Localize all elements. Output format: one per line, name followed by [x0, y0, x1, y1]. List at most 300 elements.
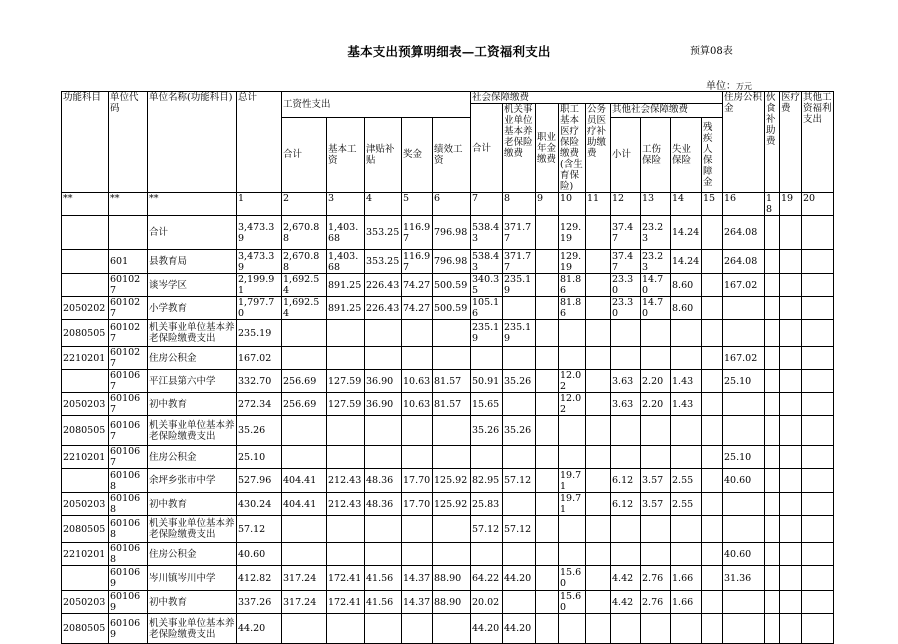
- table-cell: [723, 393, 765, 416]
- table-cell: **: [109, 193, 148, 216]
- table-cell: 14.70: [641, 274, 671, 297]
- table-cell: [586, 297, 611, 320]
- table-cell: 6.12: [611, 469, 641, 493]
- table-cell: [802, 516, 834, 543]
- table-cell: [402, 416, 433, 446]
- table-cell: [433, 516, 471, 543]
- table-cell: 796.98: [433, 216, 471, 250]
- table-cell: [503, 297, 536, 320]
- table-cell: [641, 347, 671, 370]
- table-cell: 2050202: [62, 297, 109, 320]
- table-cell: 1,403.68: [327, 250, 365, 274]
- table-cell: 23.23: [641, 216, 671, 250]
- table-cell: [702, 614, 723, 644]
- table-cell: [586, 591, 611, 614]
- table-cell: [780, 274, 802, 297]
- table-cell: [327, 416, 365, 446]
- table-cell: [586, 543, 611, 566]
- table-cell: 601027: [109, 320, 148, 347]
- table-cell: 谈岑学区: [148, 274, 237, 297]
- header-pension: 机关事业单位基本养老保险缴费: [503, 104, 536, 193]
- table-cell: 35.26: [471, 416, 503, 446]
- table-cell: [765, 216, 780, 250]
- table-cell: [641, 446, 671, 469]
- table-cell: [641, 516, 671, 543]
- table-cell: 601067: [109, 416, 148, 446]
- header-func-code: 功能科目: [62, 92, 109, 193]
- table-cell: 16: [723, 193, 765, 216]
- table-row: [62, 274, 834, 297]
- table-cell: 2210201: [62, 446, 109, 469]
- table-cell: [765, 543, 780, 566]
- table-cell: [611, 347, 641, 370]
- table-row: [62, 370, 834, 393]
- table-cell: 15.65: [471, 393, 503, 416]
- table-cell: 12: [611, 193, 641, 216]
- table-cell: 371.77: [503, 216, 536, 250]
- table-cell: 10.63: [402, 393, 433, 416]
- table-cell: 57.12: [503, 469, 536, 493]
- table-cell: [611, 446, 641, 469]
- table-cell: 1.66: [671, 591, 702, 614]
- header-meal: 伙食补助费: [765, 92, 780, 193]
- table-cell: [586, 614, 611, 644]
- table-cell: [765, 320, 780, 347]
- table-cell: [780, 370, 802, 393]
- table-cell: 256.69: [282, 393, 327, 416]
- table-cell: 601027: [109, 347, 148, 370]
- table-cell: [802, 566, 834, 591]
- table-cell: 小学教育: [148, 297, 237, 320]
- table-cell: [780, 393, 802, 416]
- table-cell: 25.10: [237, 446, 282, 469]
- table-cell: 2,199.91: [237, 274, 282, 297]
- table-cell: [559, 347, 586, 370]
- table-cell: [536, 320, 559, 347]
- table-cell: 19: [780, 193, 802, 216]
- table-cell: 235.19: [471, 320, 503, 347]
- table-cell: [365, 614, 402, 644]
- form-number: 预算08表: [690, 46, 733, 57]
- table-cell: 57.12: [237, 516, 282, 543]
- table-cell: 430.24: [237, 493, 282, 516]
- table-cell: [702, 566, 723, 591]
- table-cell: [611, 516, 641, 543]
- table-cell: [780, 446, 802, 469]
- table-cell: [433, 416, 471, 446]
- table-cell: [536, 274, 559, 297]
- table-cell: 272.34: [237, 393, 282, 416]
- header-other-group: 其他社会保障缴费: [611, 104, 723, 118]
- table-cell: 8.60: [671, 297, 702, 320]
- table-cell: [536, 566, 559, 591]
- table-row: [62, 469, 834, 493]
- table-cell: 2,670.88: [282, 216, 327, 250]
- table-cell: 15.60: [559, 566, 586, 591]
- header-salary-sub: 合计: [282, 117, 327, 192]
- table-cell: 601069: [109, 591, 148, 614]
- table-cell: 4: [365, 193, 402, 216]
- table-cell: 40.60: [723, 543, 765, 566]
- table-cell: 64.22: [471, 566, 503, 591]
- table-cell: 167.02: [723, 274, 765, 297]
- table-cell: 82.95: [471, 469, 503, 493]
- table-cell: 601027: [109, 274, 148, 297]
- table-cell: [402, 516, 433, 543]
- table-cell: [780, 493, 802, 516]
- table-cell: [671, 347, 702, 370]
- table-cell: 13: [641, 193, 671, 216]
- table-cell: [282, 543, 327, 566]
- table-cell: 机关事业单位基本养老保险缴费支出: [148, 416, 237, 446]
- table-cell: 172.41: [327, 566, 365, 591]
- table-cell: 40.60: [723, 469, 765, 493]
- table-cell: [327, 516, 365, 543]
- table-cell: 235.19: [237, 320, 282, 347]
- table-cell: [402, 543, 433, 566]
- table-cell: 235.19: [503, 274, 536, 297]
- table-row: [62, 347, 834, 370]
- table-cell: [641, 614, 671, 644]
- page-title: 基本支出预算明细表—工资福利支出: [347, 44, 551, 59]
- header-social-sub: 合计: [471, 104, 503, 193]
- table-cell: [536, 297, 559, 320]
- table-cell: [559, 543, 586, 566]
- table-row: [62, 216, 834, 250]
- table-cell: 1.66: [671, 566, 702, 591]
- table-cell: [765, 347, 780, 370]
- table-cell: [586, 393, 611, 416]
- table-cell: [62, 274, 109, 297]
- table-cell: 57.12: [503, 516, 536, 543]
- table-cell: [471, 543, 503, 566]
- table-cell: 23.30: [611, 297, 641, 320]
- header-salary-group: 工资性支出: [282, 92, 471, 118]
- table-cell: [671, 446, 702, 469]
- table-cell: [503, 347, 536, 370]
- table-cell: [536, 591, 559, 614]
- table-cell: [503, 446, 536, 469]
- header-unemployment: 失业保险: [671, 117, 702, 192]
- table-cell: 212.43: [327, 493, 365, 516]
- table-cell: [641, 543, 671, 566]
- table-cell: 5: [402, 193, 433, 216]
- table-cell: [802, 493, 834, 516]
- table-cell: 256.69: [282, 370, 327, 393]
- table-cell: [536, 446, 559, 469]
- table-cell: [765, 446, 780, 469]
- table-cell: [802, 393, 834, 416]
- table-cell: [282, 446, 327, 469]
- table-cell: [765, 516, 780, 543]
- table-cell: 15.60: [559, 591, 586, 614]
- table-cell: [765, 614, 780, 644]
- table-cell: [586, 469, 611, 493]
- table-cell: 9: [536, 193, 559, 216]
- table-cell: 57.12: [471, 516, 503, 543]
- table-cell: 36.90: [365, 370, 402, 393]
- table-row: [62, 320, 834, 347]
- table-cell: 37.47: [611, 250, 641, 274]
- table-cell: 40.60: [237, 543, 282, 566]
- table-cell: [802, 320, 834, 347]
- table-cell: 81.86: [559, 274, 586, 297]
- table-cell: [62, 250, 109, 274]
- table-cell: 353.25: [365, 250, 402, 274]
- table-cell: [586, 216, 611, 250]
- table-cell: [433, 446, 471, 469]
- header-housing: 住房公积金: [723, 92, 765, 193]
- table-cell: 81.57: [433, 393, 471, 416]
- table-cell: 601068: [109, 516, 148, 543]
- table-cell: 527.96: [237, 469, 282, 493]
- table-cell: [765, 493, 780, 516]
- table-cell: [282, 416, 327, 446]
- table-cell: 212.43: [327, 469, 365, 493]
- table-cell: 3,473.39: [237, 250, 282, 274]
- table-cell: 6: [433, 193, 471, 216]
- table-cell: 81.57: [433, 370, 471, 393]
- table-cell: [702, 347, 723, 370]
- table-cell: 44.20: [237, 614, 282, 644]
- table-cell: [586, 516, 611, 543]
- table-cell: 23.23: [641, 250, 671, 274]
- table-cell: 44.20: [503, 566, 536, 591]
- table-cell: [402, 614, 433, 644]
- table-cell: [802, 543, 834, 566]
- table-cell: [671, 416, 702, 446]
- table-cell: [802, 370, 834, 393]
- table-cell: 2080505: [62, 416, 109, 446]
- table-cell: [641, 320, 671, 347]
- table-row: [62, 566, 834, 591]
- header-other-welfare: 其他工资福利支出: [802, 92, 834, 193]
- table-cell: 35.26: [503, 416, 536, 446]
- table-cell: 44.20: [471, 614, 503, 644]
- unit-value: 万元: [736, 82, 752, 91]
- table-cell: [433, 320, 471, 347]
- table-cell: 3: [327, 193, 365, 216]
- table-cell: 6.12: [611, 493, 641, 516]
- table-cell: [702, 493, 723, 516]
- table-cell: 机关事业单位基本养老保险缴费支出: [148, 320, 237, 347]
- table-cell: 19.71: [559, 469, 586, 493]
- table-cell: 初中教育: [148, 493, 237, 516]
- table-cell: [671, 614, 702, 644]
- table-cell: 88.90: [433, 591, 471, 614]
- table-row: [62, 614, 834, 644]
- table-cell: [433, 347, 471, 370]
- table-cell: 1.43: [671, 393, 702, 416]
- table-cell: [723, 614, 765, 644]
- table-cell: [702, 274, 723, 297]
- table-cell: 125.92: [433, 493, 471, 516]
- table-cell: 105.16: [471, 297, 503, 320]
- table-cell: [780, 297, 802, 320]
- table-cell: [802, 297, 834, 320]
- table-cell: 岑川镇岑川中学: [148, 566, 237, 591]
- table-cell: 601067: [109, 446, 148, 469]
- table-cell: 48.36: [365, 469, 402, 493]
- table-cell: [611, 543, 641, 566]
- table-cell: [471, 446, 503, 469]
- table-cell: 35.26: [237, 416, 282, 446]
- table-cell: 14: [671, 193, 702, 216]
- table-cell: [702, 416, 723, 446]
- table-cell: 3.57: [641, 493, 671, 516]
- header-disability: 残疾人保障金: [702, 117, 723, 192]
- table-cell: 3,473.39: [237, 216, 282, 250]
- table-cell: 31.36: [723, 566, 765, 591]
- table-cell: [702, 469, 723, 493]
- table-cell: 25.83: [471, 493, 503, 516]
- table-cell: [327, 614, 365, 644]
- table-cell: [780, 516, 802, 543]
- header-bonus: 奖金: [402, 117, 433, 192]
- table-cell: [365, 320, 402, 347]
- header-civil-medical: 公务员医疗补助缴费: [586, 104, 611, 193]
- table-cell: 332.70: [237, 370, 282, 393]
- table-cell: [536, 543, 559, 566]
- header-unit-name: 单位名称(功能科目): [148, 92, 237, 193]
- table-cell: 住房公积金: [148, 446, 237, 469]
- table-cell: 74.27: [402, 297, 433, 320]
- table-cell: 住房公积金: [148, 543, 237, 566]
- table-cell: [780, 543, 802, 566]
- table-row: [62, 516, 834, 543]
- table-cell: 17.70: [402, 493, 433, 516]
- table-cell: 404.41: [282, 493, 327, 516]
- table-cell: 3.63: [611, 393, 641, 416]
- table-cell: [765, 274, 780, 297]
- table-cell: 129.19: [559, 250, 586, 274]
- table-cell: [586, 446, 611, 469]
- table-cell: 172.41: [327, 591, 365, 614]
- table-cell: 2.55: [671, 469, 702, 493]
- table-cell: 余坪乡张市中学: [148, 469, 237, 493]
- table-cell: [802, 416, 834, 446]
- table-cell: [780, 216, 802, 250]
- table-cell: 88.90: [433, 566, 471, 591]
- table-cell: [503, 543, 536, 566]
- table-cell: [433, 614, 471, 644]
- table-cell: [503, 493, 536, 516]
- table-cell: 48.36: [365, 493, 402, 516]
- table-cell: **: [148, 193, 237, 216]
- table-cell: 2.76: [641, 591, 671, 614]
- table-cell: [765, 297, 780, 320]
- header-social-group: 社会保障缴费: [471, 92, 723, 104]
- table-cell: [586, 250, 611, 274]
- table-cell: 平江县第六中学: [148, 370, 237, 393]
- table-cell: 2080505: [62, 614, 109, 644]
- table-cell: [402, 446, 433, 469]
- table-cell: 129.19: [559, 216, 586, 250]
- table-cell: [702, 297, 723, 320]
- table-cell: 2080505: [62, 320, 109, 347]
- table-cell: [802, 347, 834, 370]
- table-cell: 2050203: [62, 493, 109, 516]
- index-row: [62, 193, 834, 216]
- table-cell: [702, 250, 723, 274]
- table-cell: 601068: [109, 493, 148, 516]
- table-cell: 601067: [109, 370, 148, 393]
- table-cell: [536, 493, 559, 516]
- table-cell: 23.30: [611, 274, 641, 297]
- table-cell: 2050203: [62, 591, 109, 614]
- table-cell: 2080505: [62, 516, 109, 543]
- table-cell: 127.59: [327, 370, 365, 393]
- table-cell: [536, 250, 559, 274]
- table-cell: 50.91: [471, 370, 503, 393]
- table-cell: 2.20: [641, 393, 671, 416]
- table-cell: [503, 591, 536, 614]
- table-cell: 3.57: [641, 469, 671, 493]
- table-cell: [765, 250, 780, 274]
- table-cell: 891.25: [327, 297, 365, 320]
- header-medical: 职工基本医疗保险缴费(含生育保险): [559, 104, 586, 193]
- table-cell: 14.37: [402, 566, 433, 591]
- table-cell: 2050203: [62, 393, 109, 416]
- table-cell: 3.63: [611, 370, 641, 393]
- table-cell: 74.27: [402, 274, 433, 297]
- table-cell: [802, 250, 834, 274]
- table-cell: [365, 543, 402, 566]
- table-cell: [702, 516, 723, 543]
- table-cell: 8.60: [671, 274, 702, 297]
- table-cell: [765, 469, 780, 493]
- header-row: [62, 92, 834, 104]
- table-cell: 167.02: [237, 347, 282, 370]
- table-cell: [586, 416, 611, 446]
- table-cell: 20.02: [471, 591, 503, 614]
- table-cell: [611, 614, 641, 644]
- table-cell: 25.10: [723, 370, 765, 393]
- table-cell: 4.42: [611, 591, 641, 614]
- table-cell: [586, 274, 611, 297]
- table-cell: [802, 469, 834, 493]
- table-cell: 891.25: [327, 274, 365, 297]
- table-cell: [402, 347, 433, 370]
- header-injury: 工伤保险: [641, 117, 671, 192]
- table-cell: 601069: [109, 566, 148, 591]
- table-cell: 4.42: [611, 566, 641, 591]
- unit-label: 单位：: [706, 81, 736, 92]
- table-cell: [723, 416, 765, 446]
- table-cell: [536, 347, 559, 370]
- table-cell: 500.59: [433, 297, 471, 320]
- header-perf-salary: 绩效工资: [433, 117, 471, 192]
- table-cell: [671, 543, 702, 566]
- table-cell: 36.90: [365, 393, 402, 416]
- table-cell: [536, 614, 559, 644]
- header-total: 总计: [237, 92, 282, 193]
- table-cell: [536, 393, 559, 416]
- table-cell: [62, 469, 109, 493]
- table-cell: 235.19: [503, 320, 536, 347]
- header-unit-code: 单位代码: [109, 92, 148, 193]
- table-cell: 14.70: [641, 297, 671, 320]
- table-row: [62, 250, 834, 274]
- table-cell: 337.26: [237, 591, 282, 614]
- table-row: [62, 446, 834, 469]
- table-cell: 2.76: [641, 566, 671, 591]
- table-cell: 11: [586, 193, 611, 216]
- table-cell: [559, 516, 586, 543]
- table-cell: 住房公积金: [148, 347, 237, 370]
- table-cell: 8: [503, 193, 536, 216]
- table-cell: [641, 416, 671, 446]
